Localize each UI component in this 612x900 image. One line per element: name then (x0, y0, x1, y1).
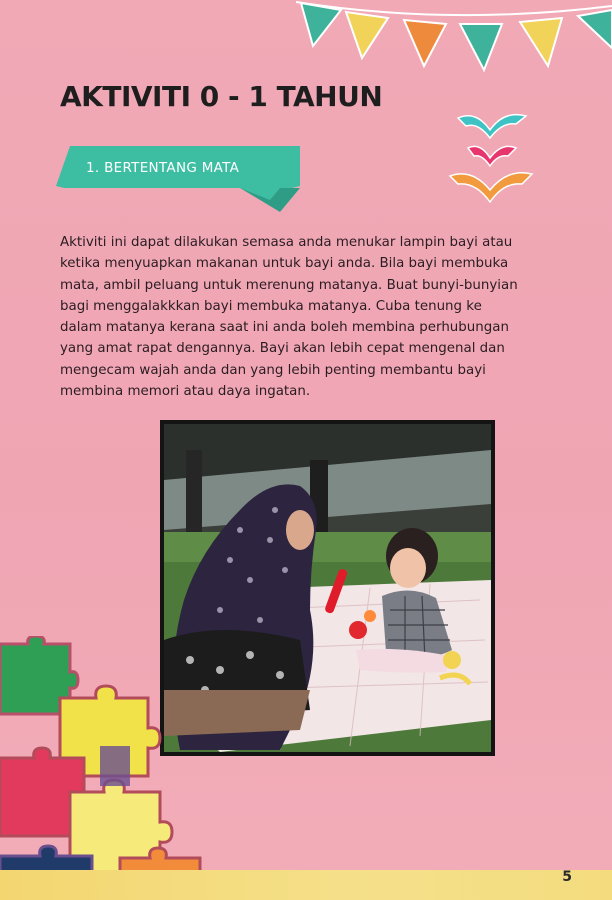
body-paragraph (60, 232, 570, 402)
paragraph-line: Aktiviti ini dapat dilakukan semasa anda menukar lampin bayi atau (60, 235, 513, 250)
page-number: 5 (562, 869, 572, 885)
bunting-decoration (0, 0, 612, 80)
paragraph-line: mata, ambil peluang untuk merenung matanya. Buat bunyi-bunyian (60, 277, 518, 293)
paragraph-line: bagi menggalakkkan bayi membuka matanya. Cuba tenung ke (60, 298, 482, 314)
paragraph-line: dalam matanya kerana saat ini anda boleh membina perhubungan (60, 320, 509, 336)
footer-band (0, 870, 612, 900)
hearts-decoration (446, 104, 538, 208)
bunting-flag (578, 10, 612, 48)
section-ribbon (56, 146, 302, 218)
bunting-flag (346, 12, 388, 58)
pink-heart-icon (468, 146, 516, 166)
page-title: AKTIVITI 0 - 1 TAHUN (60, 80, 383, 113)
bunting-flag (301, 3, 341, 46)
paragraph-line: ketika menyuapkan makanan untuk bayi anda. Bila bayi membuka (60, 256, 509, 272)
bunting-flag (520, 18, 562, 66)
bunting-flag (404, 20, 446, 66)
bunting-flag (460, 24, 502, 70)
puzzle-decoration (0, 636, 220, 900)
teal-heart-icon (458, 115, 526, 138)
paragraph-line: yang amat rapat dengannya. Bayi akan lebih cepat mengenal dan (60, 341, 505, 357)
paragraph-line: mengecam wajah anda dan yang lebih penting membantu bayi (60, 362, 486, 378)
section-heading: 1. BERTENTANG MATA (86, 160, 240, 176)
orange-heart-icon (450, 173, 532, 202)
puzzle-piece (100, 746, 130, 786)
paragraph-line: membina memori atau daya ingatan. (60, 384, 311, 400)
